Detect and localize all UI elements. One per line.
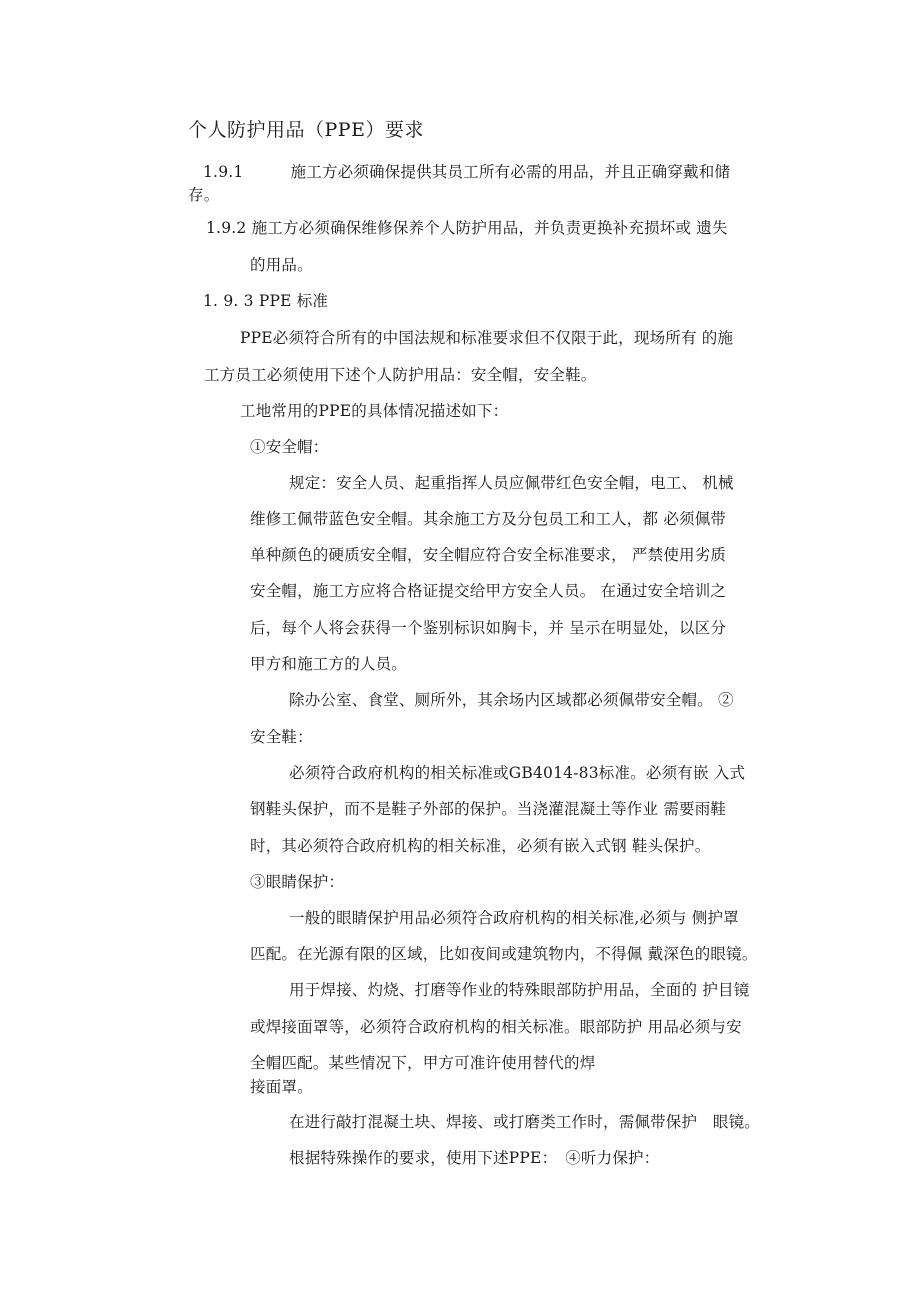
subheading-shoes: 安全鞋： (250, 728, 313, 746)
text-line: 甲方和施工方的人员。 (250, 655, 408, 673)
text-line: PPE必须符合所有的中国法规和标准要求但不仅限于此，现场所有 的施 (240, 329, 734, 347)
text-line: 除办公室、食堂、厕所外，其余场内区域都必须佩带安全帽。 ② (289, 691, 734, 709)
text-line: 规定：安全人员、起重指挥人员应佩带红色安全帽，电工、 机械 (289, 474, 734, 492)
text-line: 的用品。 (250, 256, 313, 274)
text-line: 根据特殊操作的要求，使用下述PPE： ④听力保护： (289, 1149, 660, 1167)
text-line: 1.9.2 施工方必须确保维修保养个人防护用品，并负责更换补充损坏或 遗失 (206, 219, 728, 237)
subheading-eyes: ③眼睛保护： (250, 873, 345, 891)
text-line: 维修工佩带蓝色安全帽。其余施工方及分包员工和工人，都 必须佩带 (250, 510, 727, 528)
section-heading: 1. 9. 3 PPE 标准 (203, 292, 329, 310)
text-line: 单种颜色的硬质安全帽，安全帽应符合安全标准要求， 严禁使用劣质 (250, 546, 727, 564)
text-line: 工方员工必须使用下述个人防护用品：安全帽，安全鞋。 (204, 366, 597, 384)
text-line: 在进行敲打混凝土块、焊接、或打磨类工作时，需佩带保护 眼镜。 (289, 1113, 761, 1131)
text-line: 1.9.1 施工方必须确保提供其员工所有必需的用品，并且正确穿戴和储 (203, 163, 731, 181)
text-line: 全帽匹配。某些情况下，甲方可准许使用替代的焊 (250, 1054, 596, 1072)
text-line: 安全帽，施工方应将合格证提交给甲方安全人员。 在通过安全培训之 (250, 582, 727, 600)
text-line: 工地常用的PPE的具体情况描述如下： (240, 402, 509, 420)
text-line: 匹配。在光源有限的区域，比如夜间或建筑物内，不得佩 戴深色的眼镜。 (250, 945, 758, 963)
text-line: 或焊接面罩等，必须符合政府机构的相关标准。眼部防护 用品必须与安 (250, 1018, 742, 1036)
page-title: 个人防护用品（PPE）要求 (188, 119, 424, 141)
text-line: 后，每个人将会获得一个鉴别标识如胸卡，并 呈示在明显处，以区分 (250, 619, 727, 637)
text-line: 钢鞋头保护，而不是鞋子外部的保护。当浇灌混凝土等作业 需要雨鞋 (250, 800, 727, 818)
text-line: 一般的眼睛保护用品必须符合政府机构的相关标准,必须与 侧护罩 (289, 909, 739, 927)
text-line: 存。 (188, 186, 220, 204)
text-line: 时，其必须符合政府机构的相关标准，必须有嵌入式钢 鞋头保护。 (250, 837, 711, 855)
subheading-helmet: ①安全帽： (250, 438, 329, 456)
text-line: 接面罩。 (250, 1078, 313, 1096)
text-line: 必须符合政府机构的相关标准或GB4014-83标准。必须有嵌 入式 (289, 764, 746, 782)
text-line: 用于焊接、灼烧、打磨等作业的特殊眼部防护用品，全面的 护目镜 (289, 981, 750, 999)
